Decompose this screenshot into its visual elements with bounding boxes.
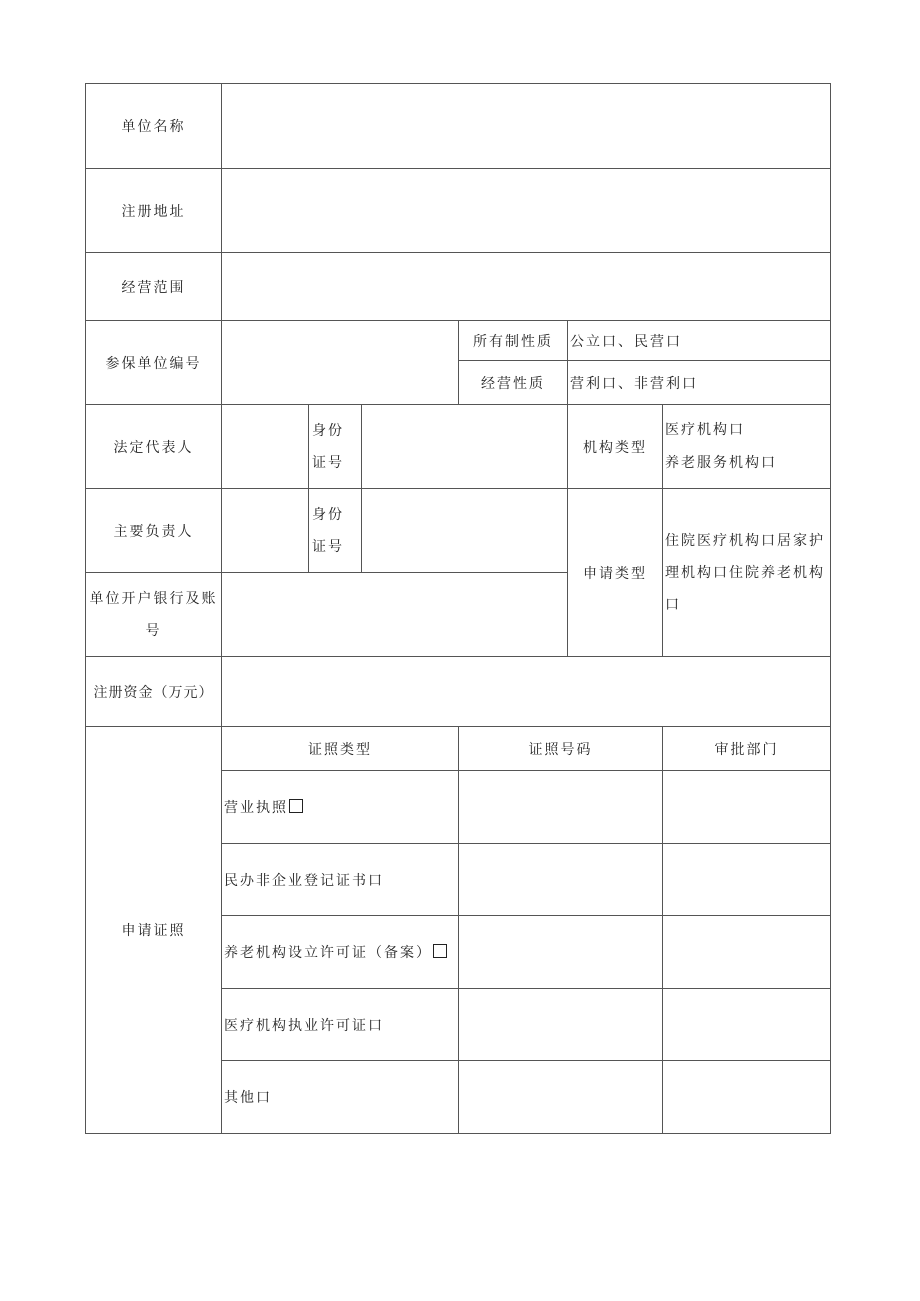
license-no-cell[interactable] xyxy=(459,989,663,1061)
insured-unit-no-value[interactable] xyxy=(222,321,459,405)
application-form-table xyxy=(85,83,831,1134)
approval-dept-cell[interactable] xyxy=(663,771,831,844)
bank-account-label-line1: 单位开户银行及账 xyxy=(89,590,218,607)
insured-unit-no-label: 参保单位编号 xyxy=(86,321,222,405)
row-license-header xyxy=(86,727,831,771)
license-type-cell xyxy=(222,771,459,844)
reg-capital-value[interactable] xyxy=(222,657,831,727)
checkbox-icon[interactable] xyxy=(433,944,447,958)
approval-dept-cell[interactable] xyxy=(663,844,831,916)
legal-rep-id-label xyxy=(309,405,362,489)
license-name: 营业执照 xyxy=(224,800,288,816)
id-label-line2: 证号 xyxy=(312,454,344,471)
license-no-cell[interactable] xyxy=(459,1061,663,1134)
legal-rep-id-value[interactable] xyxy=(362,405,568,489)
approval-dept-header: 审批部门 xyxy=(663,727,831,771)
principal-label: 主要负责人 xyxy=(86,489,222,573)
reg-address-value[interactable] xyxy=(222,169,831,253)
license-type-cell xyxy=(222,844,459,916)
license-no-cell[interactable] xyxy=(459,916,663,989)
license-type-cell xyxy=(222,989,459,1061)
license-no-cell[interactable] xyxy=(459,844,663,916)
bank-account-value[interactable] xyxy=(222,573,568,657)
row-insured-unit xyxy=(86,321,831,361)
license-name: 医疗机构执业许可证口 xyxy=(224,1017,384,1034)
apply-type-options[interactable]: 住院医疗机构口居家护理机构口住院养老机构口 xyxy=(663,489,831,657)
bank-account-label-line2: 号 xyxy=(145,622,162,639)
row-principal xyxy=(86,489,831,573)
reg-capital-label: 注册资金（万元） xyxy=(86,657,222,727)
apply-type-label: 申请类型 xyxy=(568,489,663,657)
institution-option-medical[interactable]: 医疗机构口 xyxy=(665,421,745,438)
business-scope-label: 经营范围 xyxy=(86,253,222,321)
legal-rep-value[interactable] xyxy=(222,405,309,489)
row-reg-capital xyxy=(86,657,831,727)
approval-dept-cell[interactable] xyxy=(663,916,831,989)
principal-id-value[interactable] xyxy=(362,489,568,573)
row-legal-rep xyxy=(86,405,831,489)
id-label-line2: 证号 xyxy=(312,538,344,555)
unit-name-label: 单位名称 xyxy=(86,84,222,169)
business-scope-value[interactable] xyxy=(222,253,831,321)
ownership-label: 所有制性质 xyxy=(459,321,568,361)
row-business-scope xyxy=(86,253,831,321)
license-type-cell xyxy=(222,1061,459,1134)
unit-name-value[interactable] xyxy=(222,84,831,169)
operation-options[interactable]: 营利口、非营利口 xyxy=(568,361,831,405)
row-unit-name xyxy=(86,84,831,169)
id-label-line1: 身份 xyxy=(312,422,344,439)
principal-value[interactable] xyxy=(222,489,309,573)
license-no-header: 证照号码 xyxy=(459,727,663,771)
row-reg-address xyxy=(86,169,831,253)
apply-license-label: 申请证照 xyxy=(86,727,222,1134)
bank-account-label xyxy=(86,573,222,657)
license-name: 民办非企业登记证书口 xyxy=(224,872,384,889)
ownership-options[interactable]: 公立口、民营口 xyxy=(568,321,831,361)
institution-type-label: 机构类型 xyxy=(568,405,663,489)
legal-rep-label: 法定代表人 xyxy=(86,405,222,489)
license-name: 其他口 xyxy=(224,1090,272,1106)
institution-option-elderly[interactable]: 养老服务机构口 xyxy=(665,454,777,471)
license-type-header: 证照类型 xyxy=(222,727,459,771)
checkbox-icon[interactable] xyxy=(289,799,303,813)
approval-dept-cell[interactable] xyxy=(663,989,831,1061)
reg-address-label: 注册地址 xyxy=(86,169,222,253)
principal-id-label xyxy=(309,489,362,573)
id-label-line1: 身份 xyxy=(312,506,344,523)
license-no-cell[interactable] xyxy=(459,771,663,844)
operation-label: 经营性质 xyxy=(459,361,568,405)
license-name: 养老机构设立许可证（备案） xyxy=(224,945,432,961)
license-type-cell xyxy=(222,916,459,989)
institution-type-options[interactable] xyxy=(663,405,831,489)
approval-dept-cell[interactable] xyxy=(663,1061,831,1134)
